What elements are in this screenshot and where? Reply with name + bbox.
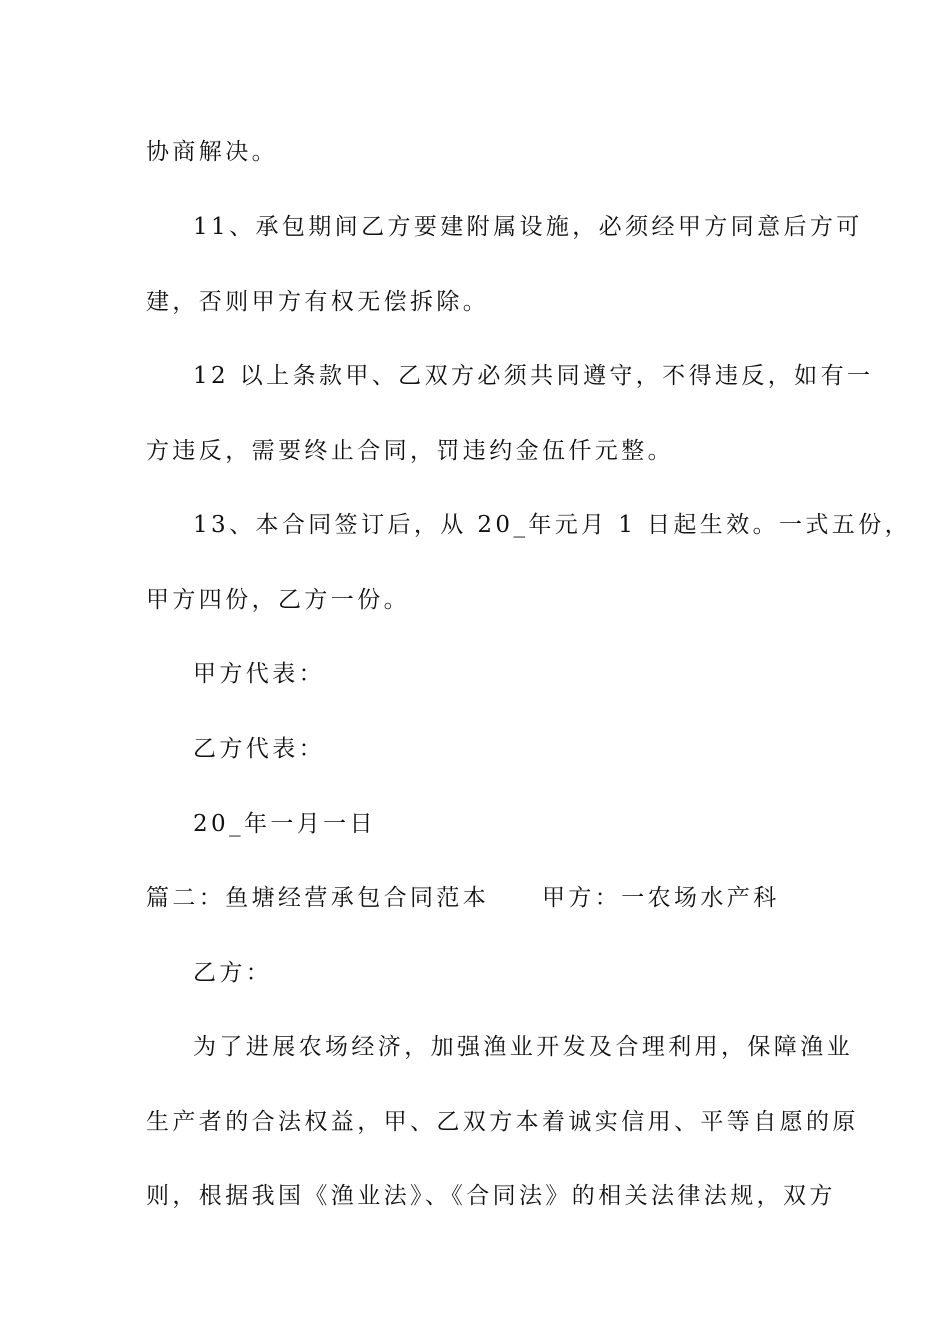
paragraph-line: 11、承包期间乙方要建附属设施，必须经甲方同意后方可 bbox=[193, 214, 863, 240]
signing-date: 20_年一月一日 bbox=[193, 811, 376, 837]
section-heading: 篇二：鱼塘经营承包合同范本 甲方：一农场水产科 bbox=[146, 885, 780, 911]
paragraph-line: 为了进展农场经济，加强渔业开发及合理利用，保障渔业 bbox=[193, 1034, 853, 1060]
party-b-representative: 乙方代表： bbox=[193, 736, 325, 762]
paragraph-line: 甲方四份，乙方一份。 bbox=[146, 587, 410, 613]
party-b-label: 乙方： bbox=[193, 960, 273, 986]
paragraph-line: 生产者的合法权益，甲、乙双方本着诚实信用、平等自愿的原 bbox=[146, 1109, 859, 1135]
paragraph-line: 方违反，需要终止合同，罚违约金伍仟元整。 bbox=[146, 438, 674, 464]
paragraph-line: 则，根据我国《渔业法》、《合同法》的相关法律法规，双方 bbox=[146, 1183, 836, 1209]
paragraph-line: 建，否则甲方有权无偿拆除。 bbox=[146, 289, 490, 315]
paragraph-line: 12 以上条款甲、乙双方必须共同遵守，不得违反，如有一 bbox=[193, 363, 874, 389]
paragraph-line: 13、本合同签订后，从 20_年元月 1 日起生效。一式五份， bbox=[193, 512, 911, 538]
paragraph-line: 协商解决。 bbox=[146, 139, 278, 165]
party-a-representative: 甲方代表： bbox=[193, 661, 325, 687]
